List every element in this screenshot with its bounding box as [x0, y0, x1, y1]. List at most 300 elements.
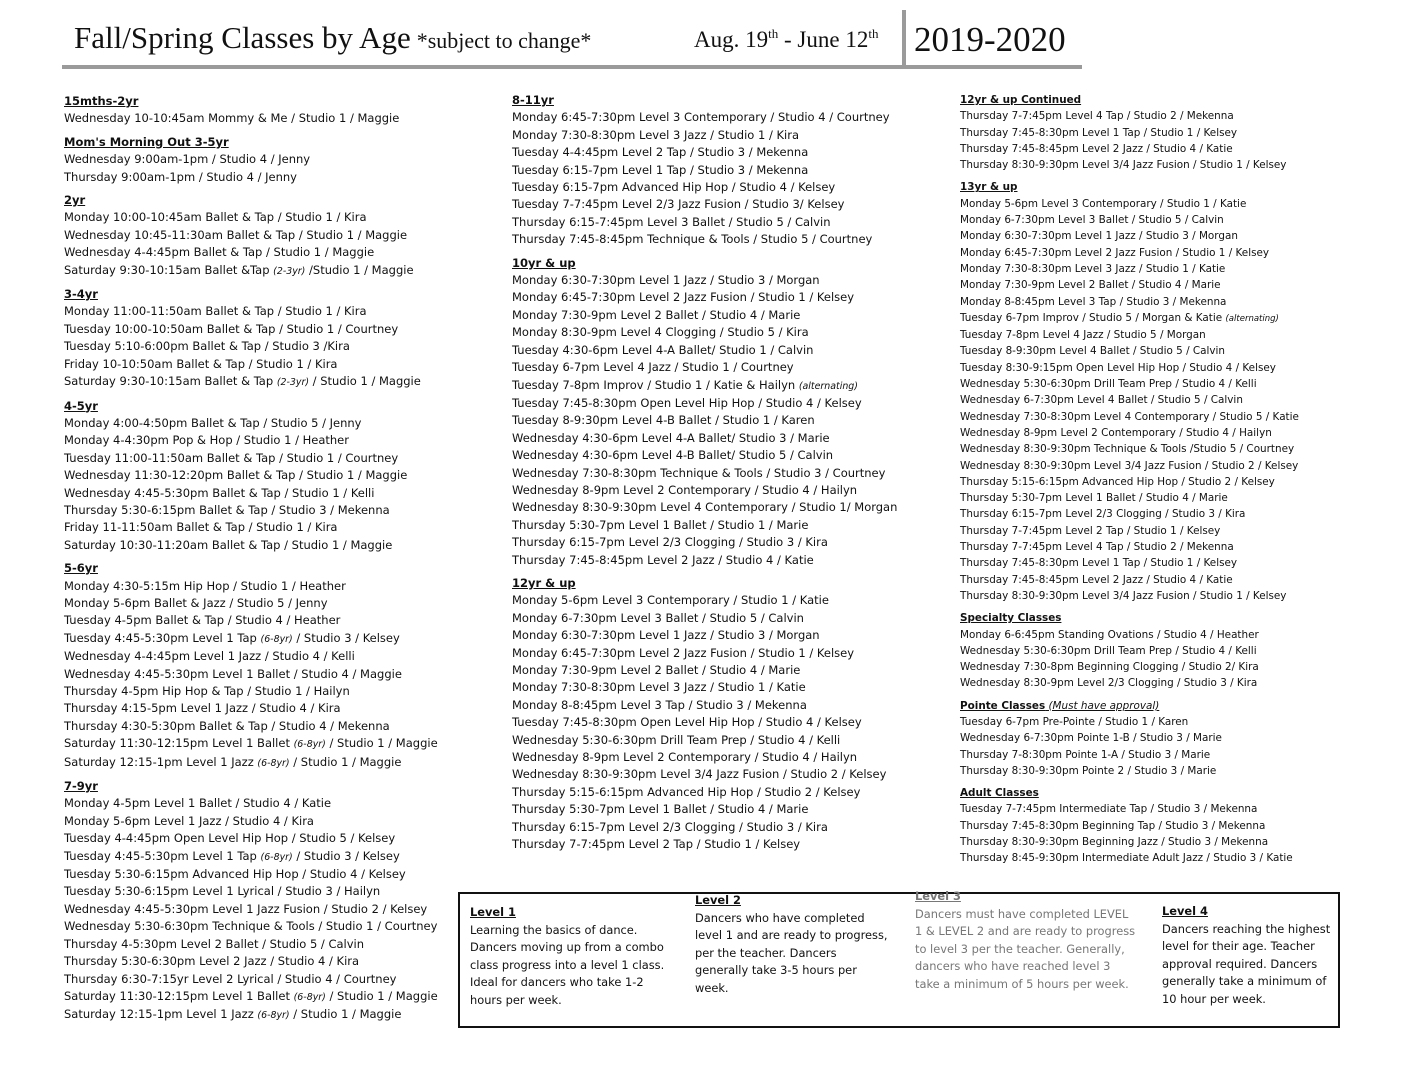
- class-entry: [64, 321, 438, 338]
- class-entry-text: Monday 7:30-9pm Level 2 Ballet / Studio 4 / Marie: [960, 279, 1221, 292]
- class-entry: [512, 162, 897, 179]
- class-entry-text: Thursday 7:45-8:45pm Technique & Tools / Studio 5 / Courtney: [512, 232, 873, 247]
- class-entry-text: Tuesday 6-7pm Improv / Studio 5 / Morgan & Katie: [960, 311, 1226, 324]
- section-heading-text: 7-9yr: [64, 779, 98, 794]
- level-heading: Level 1: [470, 905, 516, 919]
- class-entry: [64, 830, 438, 847]
- class-entry-text-after: / Studio 1 / Maggie: [325, 736, 438, 751]
- class-entry-text: Monday 4-5pm Level 1 Ballet / Studio 4 / Katie: [64, 796, 332, 811]
- class-entry: [512, 214, 897, 231]
- class-entry-text: Tuesday 4-4:45pm Open Level Hip Hop / Studio 5 / Kelsey: [64, 831, 396, 846]
- class-entry-text: Saturday 11:30-12:15pm Level 1 Ballet: [64, 988, 294, 1003]
- class-section: [960, 92, 1299, 173]
- class-section: [64, 134, 438, 186]
- class-entry-text: Thursday 7-7:45pm Level 4 Tap / Studio 2 / Mekenna: [960, 541, 1234, 554]
- section-heading-text: Pointe Classes: [960, 699, 1046, 712]
- class-entry-text: Monday 6:30-7:30pm Level 1 Jazz / Studio 3 / Morgan: [512, 628, 820, 643]
- class-entry: [512, 592, 897, 609]
- class-entry-text: Tuesday 4-4:45pm Level 2 Tap / Studio 3 / Mekenna: [512, 145, 809, 160]
- class-entry: [512, 662, 897, 679]
- class-entry-text: Thursday 8:30-9:30pm Level 3/4 Jazz Fusion / Studio 1 / Kelsey: [960, 159, 1287, 172]
- class-entry: [960, 539, 1299, 555]
- class-entry-text: Tuesday 8:30-9:15pm Open Level Hip Hop / Studio 4 / Kelsey: [960, 361, 1276, 374]
- level-2-description: [695, 892, 900, 998]
- class-entry: [960, 675, 1299, 691]
- date-end-suffix: th: [868, 26, 879, 41]
- class-entry-text: Tuesday 4-5pm Ballet & Tap / Studio 4 / Heather: [64, 613, 341, 628]
- class-entry-text: Monday 6:45-7:30pm Level 3 Contemporary / Studio 4 / Courtney: [512, 110, 890, 125]
- class-entry: [512, 627, 897, 644]
- class-entry-text: Monday 7:30-9pm Level 2 Ballet / Studio 4 / Marie: [512, 663, 801, 677]
- class-entry: [512, 109, 897, 126]
- class-entry-text: Thursday 9:00am-1pm / Studio 4 / Jenny: [64, 169, 297, 184]
- section-heading: [64, 286, 438, 303]
- class-entry: [960, 343, 1299, 359]
- class-entry-text: Monday 7:30-8:30pm Level 3 Jazz / Studio 1 / Katie: [512, 680, 806, 695]
- class-entry: [512, 499, 897, 516]
- class-entry-text: Tuesday 6-7pm Pre-Pointe / Studio 1 / Karen: [960, 715, 1189, 728]
- class-entry: [512, 272, 897, 289]
- class-entry: [960, 392, 1299, 408]
- class-entry: [960, 294, 1299, 310]
- class-entry-text: Monday 5-6pm Level 1 Jazz / Studio 4 / Kira: [64, 813, 314, 828]
- class-entry-text: Tuesday 5:10-6:00pm Ballet & Tap / Studio 3 /Kira: [64, 339, 350, 354]
- page-title: [74, 20, 591, 56]
- class-entry-text: Tuesday 8-9:30pm Level 4 Ballet / Studio 5 / Calvin: [960, 345, 1226, 358]
- class-entry-text: Tuesday 8-9:30pm Level 4-B Ballet / Studio 1 / Karen: [512, 413, 815, 428]
- class-entry: [64, 595, 438, 612]
- section-heading: [64, 93, 438, 110]
- class-entry: [960, 714, 1299, 730]
- class-entry: [512, 836, 897, 853]
- class-entry: [960, 643, 1299, 659]
- class-entry: [64, 971, 438, 988]
- class-entry-text: Wednesday 10:45-11:30am Ballet & Tap / Studio 1 / Maggie: [64, 227, 408, 242]
- class-entry-text: Wednesday 8-9pm Level 2 Contemporary / Studio 4 / Hailyn: [960, 426, 1272, 439]
- class-entry: [512, 801, 897, 818]
- section-heading-text: 13yr & up: [960, 181, 1018, 194]
- class-entry: [960, 441, 1299, 457]
- class-entry-text: Tuesday 4:45-5:30pm Level 1 Tap: [64, 848, 261, 863]
- class-entry-note: (6-8yr): [293, 739, 326, 751]
- class-entry: [64, 467, 438, 484]
- class-entry-text: Saturday 11:30-12:15pm Level 1 Ballet: [64, 736, 294, 751]
- class-entry-text: Tuesday 7-7:45pm Intermediate Tap / Studio 3 / Mekenna: [960, 803, 1258, 816]
- class-entry-text: Monday 5-6pm Level 3 Contemporary / Studio 1 / Katie: [960, 197, 1247, 210]
- class-entry: [960, 261, 1299, 277]
- class-entry: [512, 430, 897, 447]
- class-entry: [960, 474, 1299, 490]
- class-entry-text: Monday 6:30-7:30pm Level 1 Jazz / Studio 3 / Morgan: [512, 273, 820, 288]
- class-entry-text: Thursday 8:45-9:30pm Intermediate Adult Jazz / Studio 3 / Katie: [960, 852, 1293, 865]
- class-entry-text: Monday 7:30-8:30pm Level 3 Jazz / Studio 1 / Katie: [960, 262, 1226, 275]
- class-entry: [64, 795, 438, 812]
- section-heading-text: 2yr: [64, 193, 86, 208]
- section-heading-text: 12yr & up: [512, 575, 576, 590]
- class-entry: [64, 813, 438, 830]
- class-entry: [960, 310, 1299, 327]
- level-line: level 1 and are ready to progress,: [695, 928, 888, 943]
- class-entry-text-after: / Studio 1 / Maggie: [289, 754, 402, 769]
- class-entry-text: Monday 8:30-9pm Level 4 Clogging / Studio 5 / Kira: [512, 325, 809, 340]
- class-section: [512, 92, 897, 249]
- class-entry: [64, 648, 438, 665]
- class-entry: [64, 988, 438, 1006]
- class-entry-text: Wednesday 6-7:30pm Level 4 Ballet / Studio 5 / Calvin: [960, 394, 1243, 407]
- class-entry: [512, 324, 897, 341]
- level-line: week.: [695, 980, 729, 995]
- class-entry-text: Thursday 7:45-8:30pm Level 1 Tap / Studio 1 / Kelsey: [960, 557, 1238, 570]
- class-entry-text: Saturday 9:30-10:15am Ballet & Tap: [64, 374, 277, 389]
- class-entry: [960, 627, 1299, 643]
- class-entry: [960, 228, 1299, 244]
- class-entry: [960, 747, 1299, 763]
- level-line: Dancers moving up from a combo: [470, 940, 664, 955]
- class-entry-text: Monday 5-6pm Ballet & Jazz / Studio 5 / Jenny: [64, 595, 328, 610]
- class-entry: [960, 327, 1299, 343]
- class-entry-text: Thursday 4:15-5pm Level 1 Jazz / Studio 4 / Kira: [64, 701, 341, 716]
- section-heading-text: 10yr & up: [512, 255, 576, 270]
- level-line: generally take a minimum of: [1162, 974, 1327, 989]
- class-entry: [960, 763, 1299, 779]
- section-heading: [64, 398, 438, 415]
- section-heading-text: Specialty Classes: [960, 612, 1062, 625]
- class-entry: [64, 303, 438, 320]
- level-line: hours per week.: [470, 992, 562, 1007]
- class-entry-text: Monday 8-8:45pm Level 3 Tap / Studio 3 / Mekenna: [512, 697, 807, 712]
- class-entry: [512, 732, 897, 749]
- level-line: Learning the basics of dance.: [470, 922, 638, 937]
- section-heading: [64, 778, 438, 795]
- level-line: class progress into a level 1 class.: [470, 957, 665, 972]
- class-entry: [960, 409, 1299, 425]
- class-entry: [960, 277, 1299, 293]
- class-entry-note: (6-8yr): [260, 851, 293, 863]
- class-entry-text: Thursday 5:30-7pm Level 1 Ballet / Studio 1 / Marie: [512, 517, 809, 532]
- class-entry-text: Thursday 7-7:45pm Level 2 Tap / Studio 1 / Kelsey: [960, 524, 1221, 537]
- level-line: take a minimum of 5 hours per week.: [915, 976, 1129, 991]
- class-entry-text: Wednesday 7:30-8:30pm Level 4 Contemporary / Studio 5 / Katie: [960, 410, 1299, 423]
- class-entry: [512, 377, 897, 395]
- class-entry-text: Monday 6-7:30pm Level 3 Ballet / Studio 5 / Calvin: [512, 610, 804, 625]
- class-entry: [64, 666, 438, 683]
- level-line: Dancers reaching the highest: [1162, 921, 1331, 936]
- class-entry-text: Monday 8-8:45pm Level 3 Tap / Studio 3 / Mekenna: [960, 295, 1227, 308]
- section-heading-text: 15mths-2yr: [64, 94, 139, 108]
- section-heading: [512, 575, 897, 592]
- section-heading: [960, 179, 1299, 195]
- class-entry-text: Wednesday 8:30-9:30pm Level 4 Contemporary / Studio 1/ Morgan: [512, 500, 898, 515]
- class-entry: [512, 144, 897, 161]
- class-entry-text: Thursday 8:30-9:30pm Pointe 2 / Studio 3 / Marie: [960, 764, 1217, 777]
- class-entry-text: Tuesday 11:00-11:50am Ballet & Tap / Studio 1 / Courtney: [64, 450, 399, 465]
- class-entry: [512, 534, 897, 551]
- section-heading-note: (Must have approval): [1045, 699, 1160, 712]
- class-entry-text: Wednesday 7:30-8:30pm Technique & Tools / Studio 3 / Courtney: [512, 465, 886, 480]
- class-section: [512, 575, 897, 854]
- class-entry-text: Thursday 4-5:30pm Level 2 Ballet / Studio 5 / Calvin: [64, 936, 365, 951]
- class-entry-text: Wednesday 4-4:45pm Ballet & Tap / Studio 1 / Maggie: [64, 245, 375, 260]
- class-entry: [960, 523, 1299, 539]
- class-entry-note: (2-3yr): [276, 377, 310, 389]
- class-entry-text: Wednesday 8:30-9:30pm Level 3/4 Jazz Fusion / Studio 2 / Kelsey: [512, 767, 887, 782]
- class-entry-text: Tuesday 7-7:45pm Level 2/3 Jazz Fusion / Studio 3/ Kelsey: [512, 197, 845, 212]
- class-entry: [64, 718, 438, 735]
- level-line: Dancers must have completed LEVEL: [915, 906, 1129, 921]
- class-section: [960, 698, 1299, 779]
- class-entry-text: Monday 6:45-7:30pm Level 2 Jazz Fusion / Studio 1 / Kelsey: [960, 246, 1270, 259]
- class-entry: [64, 151, 438, 168]
- class-entry: [960, 834, 1299, 850]
- class-entry-note: (6-8yr): [293, 991, 326, 1003]
- section-heading: [512, 92, 897, 109]
- date-start: Aug. 19: [694, 27, 769, 52]
- class-entry-note: (2-3yr): [273, 265, 306, 277]
- class-entry-text: Monday 6:30-7:30pm Level 1 Jazz / Studio 3 / Morgan: [960, 230, 1238, 243]
- section-heading: [64, 192, 438, 209]
- class-entry-text: Thursday 8:30-9:30pm Level 3/4 Jazz Fusion / Studio 1 / Kelsey: [960, 589, 1287, 602]
- level-line: per the teacher. Dancers: [695, 945, 837, 960]
- class-entry-text: Wednesday 8-9pm Level 2 Contemporary / Studio 4 / Hailyn: [512, 482, 858, 497]
- level-heading: Level 4: [1162, 904, 1208, 918]
- class-section: [64, 778, 438, 1025]
- header: [62, 0, 1082, 70]
- class-entry-text: Thursday 6:30-7:15yr Level 2 Lyrical / Studio 4 / Courtney: [64, 971, 397, 986]
- class-entry: [64, 519, 438, 536]
- class-entry-text: Wednesday 4:45-5:30pm Level 1 Ballet / Studio 4 / Maggie: [64, 666, 402, 681]
- level-line: 10 hour per week.: [1162, 991, 1266, 1006]
- class-entry-text: Thursday 8:30-9:30pm Beginning Jazz / Studio 3 / Mekenna: [960, 836, 1269, 849]
- level-heading: Level 3: [915, 889, 961, 903]
- class-entry-text: Thursday 6:15-7pm Level 2/3 Clogging / Studio 3 / Kira: [512, 819, 828, 834]
- class-entry: [64, 700, 438, 717]
- level-line: level for their age. Teacher: [1162, 939, 1315, 954]
- section-heading: [960, 785, 1299, 801]
- class-entry-text: Monday 4:00-4:50pm Ballet & Tap / Studio 5 / Jenny: [64, 415, 362, 430]
- class-entry: [64, 110, 438, 127]
- class-entry: [960, 490, 1299, 506]
- class-entry: [512, 645, 897, 662]
- level-line: to level 3 per the teacher. Generally,: [915, 941, 1125, 956]
- class-entry-text: Monday 6-7:30pm Level 3 Ballet / Studio 5 / Calvin: [960, 214, 1224, 227]
- section-heading-text: 8-11yr: [512, 93, 554, 107]
- class-entry: [512, 610, 897, 627]
- level-3-description: [915, 888, 1137, 994]
- class-entry: [960, 245, 1299, 261]
- class-entry-text: Monday 6-6:45pm Standing Ovations / Studio 4 / Heather: [960, 628, 1259, 641]
- class-entry-text: Wednesday 8:30-9:30pm Technique & Tools /Studio 5 / Courtney: [960, 443, 1295, 456]
- class-section: [64, 192, 438, 280]
- class-entry-text: Monday 6:45-7:30pm Level 2 Jazz Fusion / Studio 1 / Kelsey: [512, 290, 855, 305]
- class-entry: [64, 848, 438, 866]
- class-entry: [512, 749, 897, 766]
- class-entry: [64, 415, 438, 432]
- class-entry: [512, 465, 897, 482]
- class-entry-text: Saturday 10:30-11:20am Ballet & Tap / Studio 1 / Maggie: [64, 537, 393, 552]
- level-line: generally take 3-5 hours per: [695, 963, 857, 978]
- class-entry: [960, 157, 1299, 173]
- class-entry-text: Wednesday 8:30-9pm Level 2/3 Clogging / Studio 3 / Kira: [960, 677, 1258, 690]
- class-entry-text: Thursday 6:15-7:45pm Level 3 Ballet / Studio 5 / Calvin: [512, 214, 831, 229]
- class-entry-text-after: / Studio 1 / Maggie: [289, 1007, 402, 1022]
- section-heading: [960, 698, 1299, 714]
- class-entry-text-after: / Studio 1 / Maggie: [309, 374, 421, 389]
- class-entry: [960, 108, 1299, 124]
- class-entry-text-after: /Studio 1 / Maggie: [305, 262, 414, 277]
- class-entry-text: Saturday 12:15-1pm Level 1 Jazz: [64, 1007, 258, 1022]
- class-entry: [64, 735, 438, 753]
- class-entry: [64, 450, 438, 467]
- class-entry: [960, 212, 1299, 228]
- class-entry: [512, 179, 897, 196]
- class-entry-text: Tuesday 7-8pm Level 4 Jazz / Studio 5 / Morgan: [960, 329, 1206, 342]
- class-entry: [512, 395, 897, 412]
- class-entry-note: (6-8yr): [257, 1010, 290, 1022]
- class-entry: [64, 883, 438, 900]
- level-line: Dancers who have completed: [695, 910, 865, 925]
- class-entry-text: Wednesday 4-4:45pm Level 1 Jazz / Studio 4 / Kelli: [64, 649, 355, 664]
- class-entry-text-after: / Studio 1 / Maggie: [325, 988, 438, 1003]
- class-entry: [64, 227, 438, 244]
- class-entry: [512, 784, 897, 801]
- schedule-column-3: [960, 92, 1299, 873]
- class-entry: [64, 918, 438, 935]
- class-entry: [960, 555, 1299, 571]
- class-entry-text: Thursday 5:30-7pm Level 1 Ballet / Studio 4 / Marie: [960, 492, 1228, 505]
- class-entry-text: Friday 11-11:50am Ballet & Tap / Studio 1 / Kira: [64, 520, 338, 535]
- class-entry-text: Saturday 12:15-1pm Level 1 Jazz: [64, 754, 258, 769]
- section-heading-text: 12yr & up Continued: [960, 94, 1082, 106]
- class-entry: [64, 1006, 438, 1024]
- class-entry-text: Tuesday 6-7pm Level 4 Jazz / Studio 1 / Courtney: [512, 360, 794, 375]
- class-entry-text: Thursday 7:45-8:45pm Level 2 Jazz / Studio 4 / Katie: [960, 573, 1233, 586]
- class-entry: [512, 517, 897, 534]
- class-entry-text: Wednesday 5:30-6:30pm Drill Team Prep / Studio 4 / Kelli: [512, 732, 841, 747]
- class-entry: [512, 714, 897, 731]
- class-entry: [64, 866, 438, 883]
- date-range: [694, 26, 878, 53]
- class-entry: [512, 819, 897, 836]
- class-entry-text: Wednesday 5:30-6:30pm Drill Team Prep / Studio 4 / Kelli: [960, 378, 1257, 391]
- class-entry: [64, 169, 438, 186]
- class-entry: [960, 376, 1299, 392]
- class-entry: [64, 901, 438, 918]
- class-entry: [960, 425, 1299, 441]
- section-heading: [64, 560, 438, 577]
- section-heading: [960, 92, 1299, 108]
- class-entry-note: (6-8yr): [257, 757, 290, 769]
- class-entry: [64, 683, 438, 700]
- class-entry-text: Wednesday 10-10:45am Mommy & Me / Studio 1 / Maggie: [64, 111, 400, 126]
- class-entry-text: Wednesday 4:30-6pm Level 4-A Ballet/ Studio 3 / Marie: [512, 430, 830, 445]
- class-entry-text: Thursday 7-7:45pm Level 4 Tap / Studio 2 / Mekenna: [960, 110, 1234, 123]
- class-entry: [64, 432, 438, 449]
- class-entry: [512, 359, 897, 376]
- class-entry-text: Wednesday 5:30-6:30pm Technique & Tools / Studio 1 / Courtney: [64, 919, 438, 934]
- class-entry-text: Tuesday 4:30-6pm Level 4-A Ballet/ Studio 1 / Calvin: [512, 342, 814, 357]
- section-heading-text: 4-5yr: [64, 398, 98, 413]
- class-entry-text: Wednesday 4:30-6pm Level 4-B Ballet/ Studio 5 / Calvin: [512, 448, 834, 463]
- level-heading: Level 2: [695, 893, 741, 907]
- class-entry: [960, 458, 1299, 474]
- class-entry-text: Tuesday 7:45-8:30pm Open Level Hip Hop / Studio 4 / Kelsey: [512, 715, 862, 730]
- class-entry: [64, 502, 438, 519]
- class-section: [960, 179, 1299, 604]
- class-entry-text: Monday 4:30-5:15m Hip Hop / Studio 1 / Heather: [64, 578, 346, 593]
- class-entry-text: Monday 5-6pm Level 3 Contemporary / Studio 1 / Katie: [512, 593, 829, 608]
- class-entry-note: (alternating): [1225, 313, 1279, 324]
- class-entry: [960, 801, 1299, 817]
- class-entry: [64, 356, 438, 373]
- class-entry-text: Tuesday 5:30-6:15pm Advanced Hip Hop / Studio 4 / Kelsey: [64, 867, 406, 882]
- class-entry-note: (6-8yr): [260, 633, 293, 645]
- class-entry-text: Tuesday 6:15-7pm Advanced Hip Hop / Studio 4 / Kelsey: [512, 180, 836, 195]
- section-heading: [64, 134, 438, 151]
- class-entry-text: Monday 6:45-7:30pm Level 2 Jazz Fusion / Studio 1 / Kelsey: [512, 645, 855, 660]
- class-entry-text: Thursday 7:45-8:30pm Level 1 Tap / Studio 1 / Kelsey: [960, 126, 1238, 139]
- header-divider-vertical: [902, 10, 906, 68]
- class-entry: [64, 262, 438, 280]
- class-section: [64, 398, 438, 555]
- class-entry: [64, 338, 438, 355]
- class-entry-text: Thursday 5:15-6:15pm Advanced Hip Hop / Studio 2 / Kelsey: [960, 475, 1275, 488]
- class-entry: [960, 588, 1299, 604]
- class-entry: [512, 766, 897, 783]
- date-start-suffix: th: [768, 26, 779, 41]
- class-entry-text: Thursday 6:15-7pm Level 2/3 Clogging / Studio 3 / Kira: [512, 535, 828, 550]
- class-entry-text: Tuesday 10:00-10:50am Ballet & Tap / Studio 1 / Courtney: [64, 321, 399, 336]
- class-entry-text: Wednesday 9:00am-1pm / Studio 4 / Jenny: [64, 152, 311, 167]
- class-entry-text: Saturday 9:30-10:15am Ballet &Tap: [64, 262, 274, 277]
- level-1-description: [470, 904, 680, 1010]
- class-entry-text: Thursday 5:30-6:15pm Ballet & Tap / Studio 3 / Mekenna: [64, 502, 390, 517]
- class-entry-text: Monday 11:00-11:50am Ballet & Tap / Studio 1 / Kira: [64, 304, 367, 319]
- class-entry-text: Wednesday 8-9pm Level 2 Contemporary / Studio 4 / Hailyn: [512, 750, 858, 765]
- class-entry-text: Thursday 7-7:45pm Level 2 Tap / Studio 1 / Kelsey: [512, 837, 801, 852]
- class-entry-text: Thursday 5:15-6:15pm Advanced Hip Hop / Studio 2 / Kelsey: [512, 784, 861, 799]
- class-entry: [960, 659, 1299, 675]
- class-entry-text: Wednesday 8:30-9:30pm Level 3/4 Jazz Fusion / Studio 2 / Kelsey: [960, 459, 1299, 472]
- level-4-description: [1162, 903, 1334, 1009]
- class-entry-text: Thursday 5:30-6:30pm Level 2 Jazz / Studio 4 / Kira: [64, 954, 360, 969]
- class-entry: [512, 447, 897, 464]
- date-end: - June 12: [778, 27, 869, 52]
- section-heading-text: 5-6yr: [64, 561, 98, 576]
- class-entry-text: Monday 7:30-9pm Level 2 Ballet / Studio 4 / Marie: [512, 307, 801, 322]
- class-entry: [512, 196, 897, 213]
- section-heading: [512, 255, 897, 272]
- class-entry: [960, 850, 1299, 866]
- class-entry-text: Thursday 7-8:30pm Pointe 1-A / Studio 3 / Marie: [960, 748, 1211, 761]
- class-entry: [960, 196, 1299, 212]
- class-entry-text: Thursday 7:45-8:30pm Beginning Tap / Studio 3 / Mekenna: [960, 819, 1266, 832]
- class-entry: [512, 412, 897, 429]
- class-entry: [64, 936, 438, 953]
- class-entry: [512, 127, 897, 144]
- class-entry: [960, 141, 1299, 157]
- section-heading-text: Adult Classes: [960, 787, 1039, 800]
- level-line: Ideal for dancers who take 1-2: [470, 975, 644, 990]
- class-entry: [512, 679, 897, 696]
- class-entry-text: Wednesday 6-7:30pm Pointe 1-B / Studio 3 / Marie: [960, 732, 1222, 745]
- class-entry-text: Wednesday 11:30-12:20pm Ballet & Tap / Studio 1 / Maggie: [64, 468, 408, 483]
- class-entry-text: Thursday 7:45-8:45pm Level 2 Jazz / Studio 4 / Katie: [960, 142, 1233, 155]
- title-text: Fall/Spring Classes by Age: [74, 20, 411, 55]
- class-entry: [960, 125, 1299, 141]
- class-entry-text: Monday 10:00-10:45am Ballet & Tap / Studio 1 / Kira: [64, 210, 367, 225]
- class-entry-note: (alternating): [798, 380, 858, 392]
- class-entry: [960, 730, 1299, 746]
